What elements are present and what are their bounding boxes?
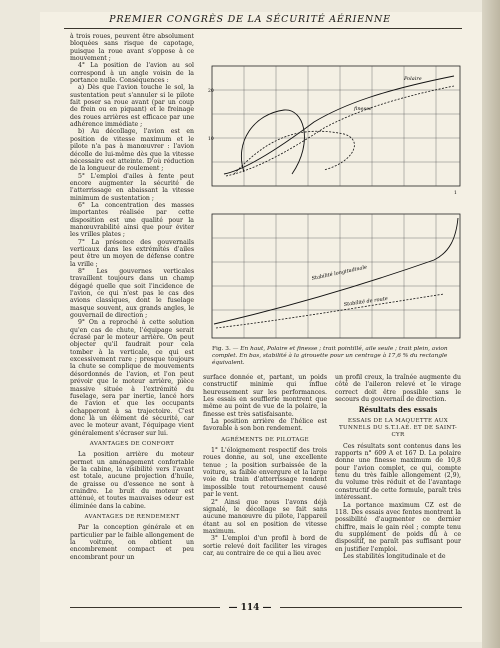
axis-tick: 10 <box>208 137 214 142</box>
running-header: PREMIER CONGRÈS DE LA SÉCURITÉ AÉRIENNE <box>109 14 391 25</box>
paragraph: La portance maximum CZ est de 118. Des essais avec fentes montrent la possibilité d'augmenter ce dernier chiffre, mais le gain réel ; compte tenu du supplément de poids dû à ce dispositif, ne paraît pas suffisant pour en justifier l'emploi. <box>335 501 461 553</box>
footer-rule-left <box>70 607 220 608</box>
paragraph: 8° Les gouvernes verticales travaillent toujours dans un champ dégagé quelle que soit l'incidence de l'avion, ce qui n'est pas le cas des avions classiques, dont le fuselage masque souvent, aux grands angles, le gouvernail de direction ; <box>70 268 194 320</box>
axis-tick: 20 <box>208 89 214 94</box>
label-finesse: finesse <box>354 106 372 112</box>
paragraph: Ces résultats sont contenus dans les rapports n° 609 A et 167 D. La polaire donne une finesse maximum de 10,8 pour l'avion complet, ce qui, compte tenu du très faible allongement (2,9), du volume très réduit et de l'avantage constructif de cette formule, paraît très intéressant. <box>335 442 461 502</box>
figure-3-plots <box>204 62 462 342</box>
footer-rule-right <box>280 607 462 608</box>
paragraph: La position arrière de l'hélice est favorable à son bon rendement. <box>203 418 327 433</box>
route-stability-curve <box>216 294 444 328</box>
paragraph: 4° La position de l'avion au sol correspond à un angle voisin de la portance nulle. Conséquences : <box>70 62 194 85</box>
caption-label: Fig. 3. <box>212 346 231 352</box>
page-number: — 114 — <box>228 603 272 613</box>
paragraph: 7° La présence des gouvernails verticaux dans les extrémités d'ailes peut être un moyen de défense contre la vrille ; <box>70 238 194 268</box>
paragraph: Les stabilités longitudinale et de <box>343 552 446 560</box>
stability-plot <box>212 214 460 338</box>
header-rule <box>64 28 462 29</box>
axis-tick: 1 <box>454 191 457 196</box>
paragraph: b) Au décollage, l'avion est en position de vitesse maximum et le pilote n'a pas à manœuvrer : l'avion décolle de lui-même dès que la vitesse nécessaire est atteinte. D'où réduction de la longueur de roulement ; <box>70 128 194 173</box>
section-heading: AGRÉMENTS DE PILOTAGE <box>221 436 309 443</box>
paragraph: a) Dès que l'avion touche le sol, la sustentation peut s'annuler si le pilote fait poser sa roue avant (par un coup de frein ou en piquant) et le freinage des roues arrières est efficace par une adhérence immédiate ; <box>70 84 194 129</box>
paragraph: 2° Ainsi que nous l'avons déjà signalé, le décollage se fait sans aucune manœuvre du pilote, l'appareil étant au sol en position de vitesse maximum. <box>203 498 327 535</box>
paragraph: à trois roues, peuvent être absolument bloquées sans risque de capotage, puisque la roue avant s'oppose à ce mouvement ; <box>70 33 194 63</box>
middle-column <box>203 374 327 557</box>
polar-plot <box>208 66 460 196</box>
finesse-curve-solid <box>224 76 454 174</box>
label-stabilite-longitudinale: Stabilité longitudinale <box>311 264 368 282</box>
section-heading: AVANTAGES DE RENDEMENT <box>84 514 180 520</box>
paragraph: Par la conception générale et en particulier par le faible allongement de la voiture, on obtient un encombrement compact et peu encombrant pour un <box>70 524 194 561</box>
book-spine-shadow <box>482 0 500 648</box>
section-heading: AVANTAGES DE CONFORT <box>89 440 175 447</box>
figure-caption <box>212 346 462 367</box>
plot-frame <box>212 66 460 186</box>
paragraph: La position arrière du moteur permet un aménagement confortable de la cabine, la visibilité vers l'avant est totale, aucune projection d'huile, de graisse ou d'essence ne sont à craindre. Le bruit du moteur est atténué, et toutes mauvaises odeur est éliminée dans la cabine. <box>70 451 194 510</box>
paragraph: 9° On a reproché à cette solution qu'en cas de chute, l'équipage serait écrasé par le moteur arrière. On peut objecter qu'il faudrait pour cela tomber à la verticale, ce qui est excessivement rare ; presque toujours la chute se complique de mouvements désordonnés de l'avion, et l'on peut prévoir que le moteur arrière, pièce massive située à l'extrémité du fuselage, sera par inertie, lancé hors de l'avion et que les occupants échapperont à sa trajectoire. C'est donc là un élément de sécurité, car avec le moteur avant, l'équipage vient généralement s'écraser sur lui. <box>70 319 194 437</box>
paragraph: surface donnée et, partant, un poids constructif minime qui influe heureusement sur les performances. Les essais en soufflerie montrent que même au point de vue de la polaire, la finesse est très satisfaisante. <box>203 374 327 418</box>
left-column <box>70 33 194 561</box>
paragraph: 6° La concentration des masses importantes réalisée par cette disposition est une qualité pour la manœuvrabilité ainsi que pour éviter les vrilles plates ; <box>70 201 194 239</box>
paragraph: 5° L'emploi d'ailes à fente peut encore augmenter la sécurité de l'atterrissage en abaissant la vitesse minimum de sustentation ; <box>70 172 194 202</box>
section-heading: Résultats des essais <box>358 405 438 415</box>
paragraph: un profil creux, la traînée augmente du côté de l'aileron relevé et le virage correct doit être possible sans le secours du gouvernail de direction. <box>335 374 461 404</box>
label-stabilite-route: Stabilité de route <box>343 295 389 308</box>
paragraph: 1° L'éloignement respectif des trois roues donne, au sol, une excellente tenue ; la position surbaissée de la voiture, sa faible envergure et la large voie du train d'atterrissage rendent impossible tout retournement causé par le vent. <box>203 447 327 499</box>
label-polaire: Polaire <box>404 76 422 82</box>
caption-text: — En haut, Polaire et finesse ; trait pointillé, aile seule ; trait plein, avion complet. En bas, stabilité à la girouette pour un centrage à 17,6 % du rectangle équivalent. <box>212 346 448 366</box>
plot-grid <box>212 66 460 186</box>
right-column <box>335 374 461 560</box>
polar-curve-dotted <box>234 131 354 174</box>
paragraph: 3° L'emploi d'un profil à bord de sortie relevé doit faciliter les virages car, au contraire de ce qui a lieu avec <box>203 535 327 557</box>
subsection-heading: ESSAIS DE LA MAQUETTE AUX TUNNELS DU S.T.I.AÉ. ET DE SAINT-CYR <box>338 417 458 439</box>
